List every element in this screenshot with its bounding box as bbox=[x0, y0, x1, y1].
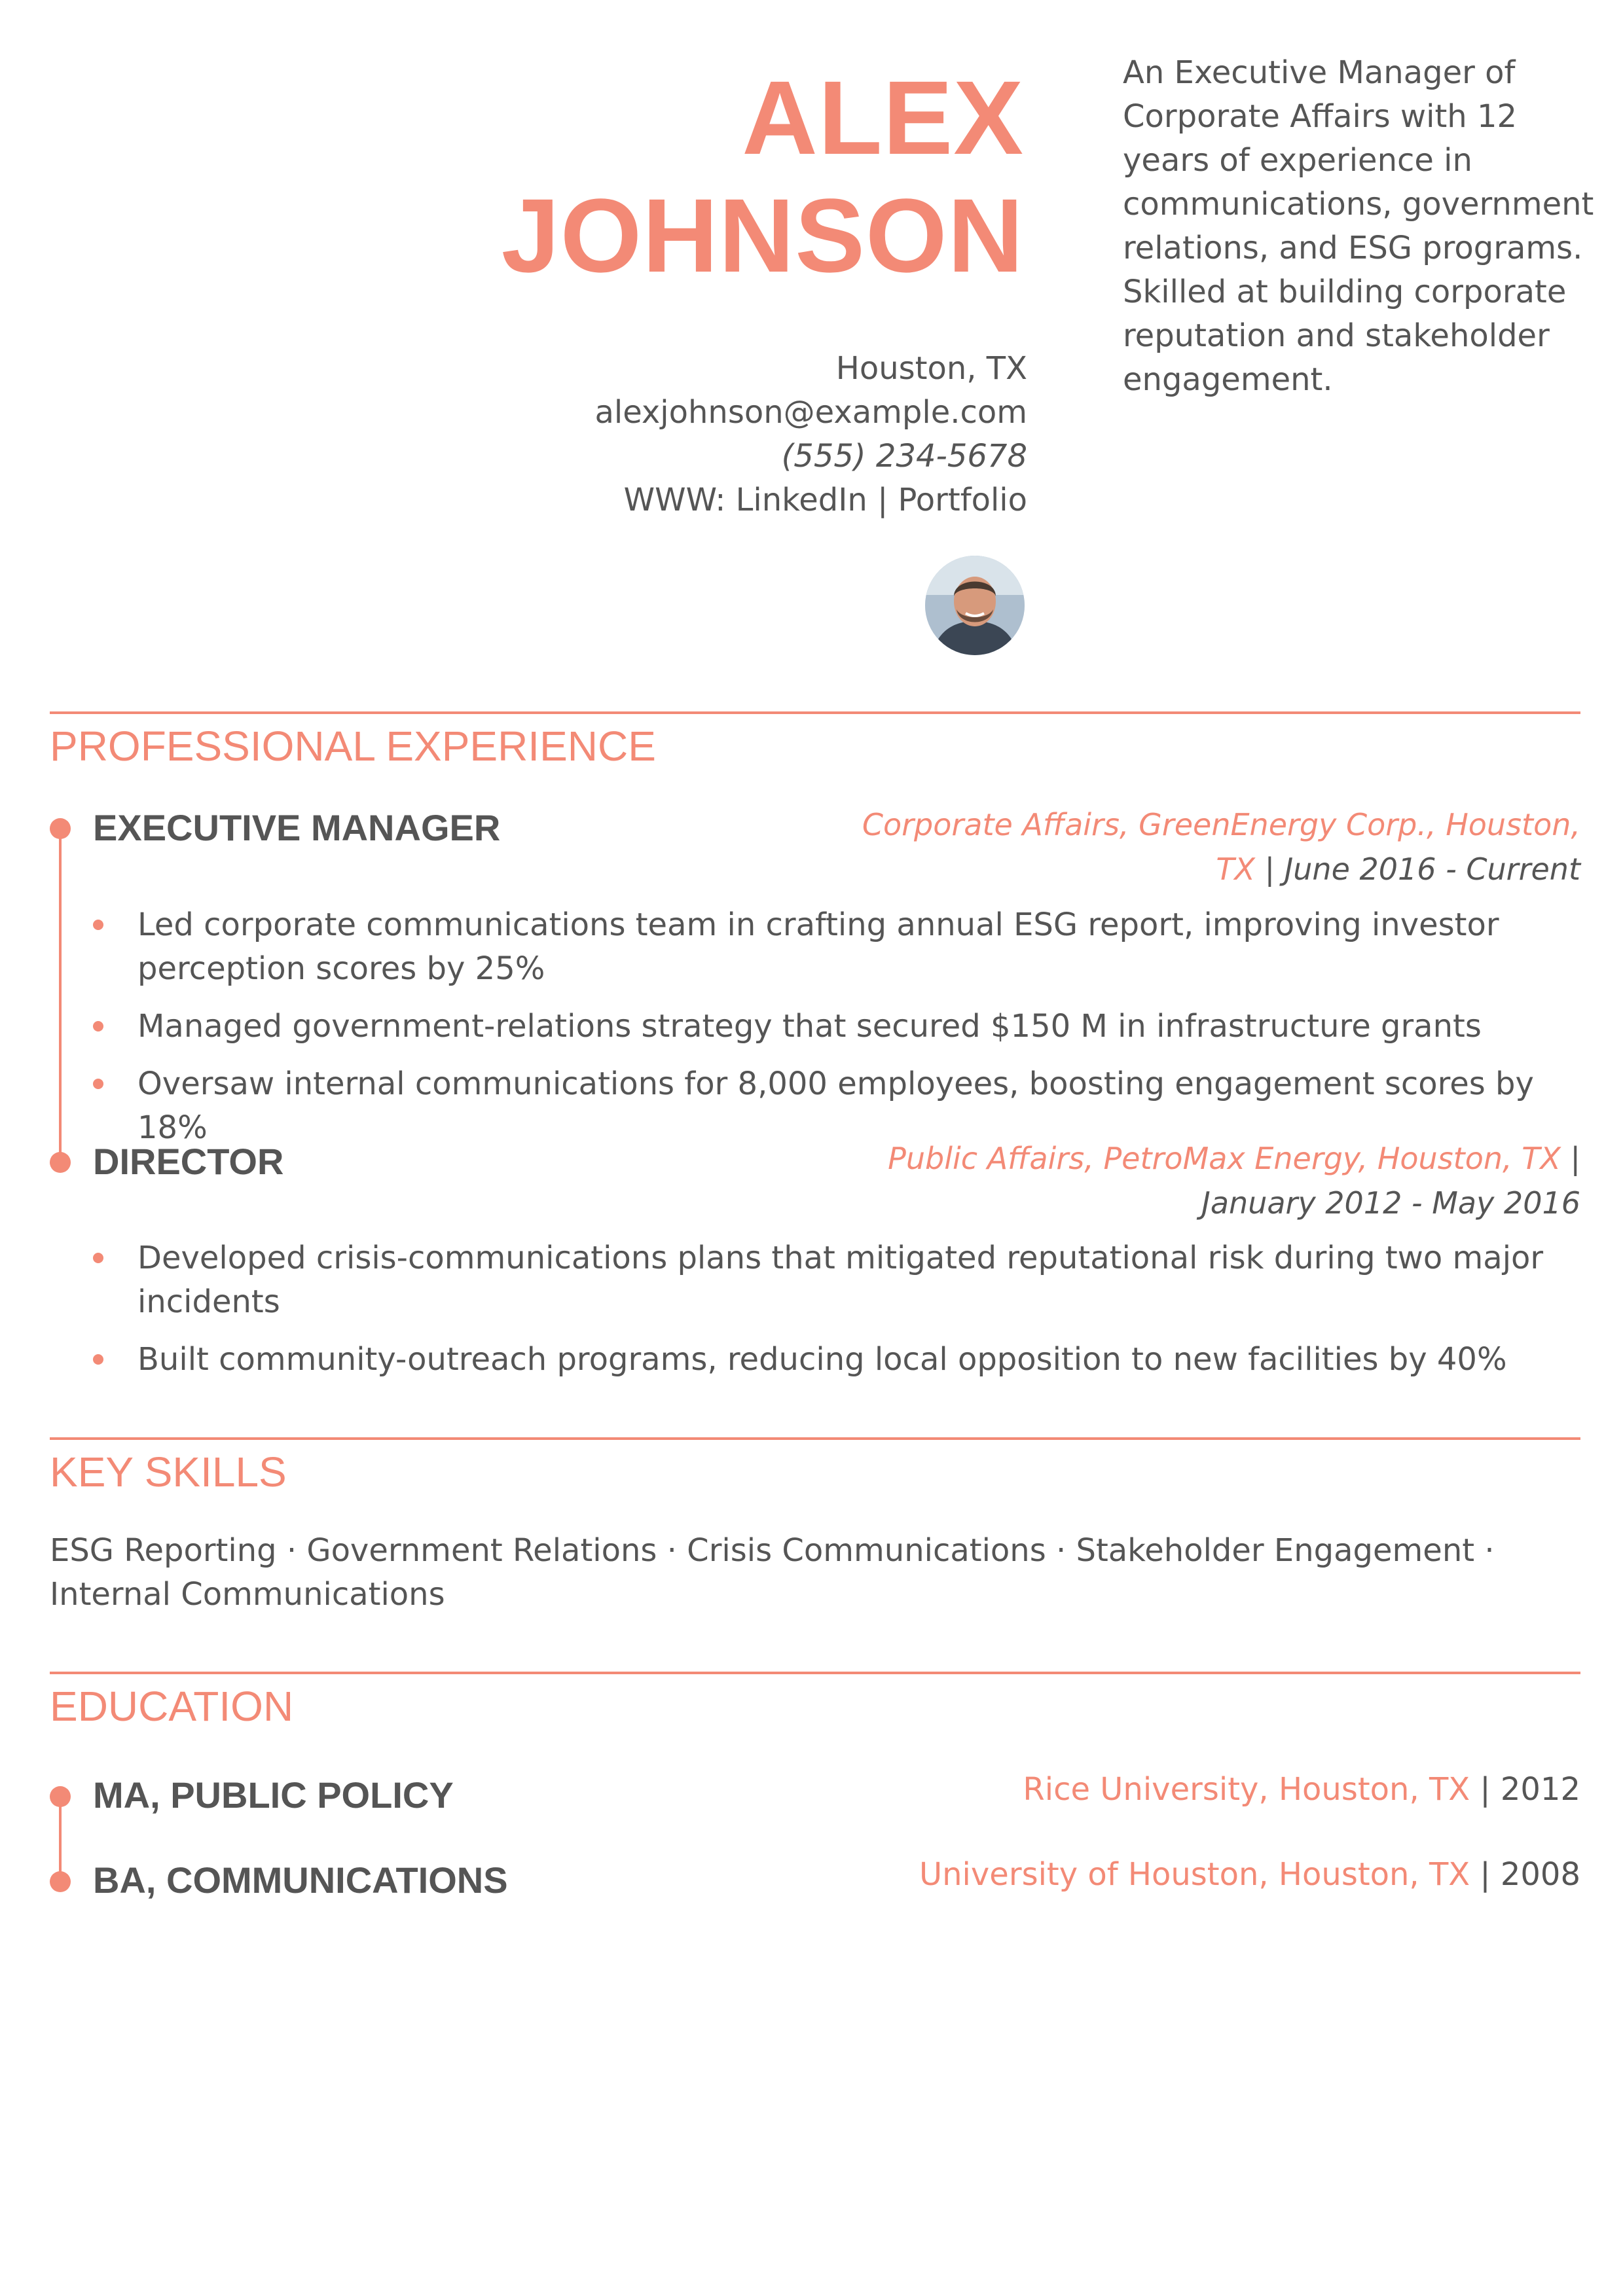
job-bullets bbox=[93, 903, 1580, 1164]
meta-separator: | bbox=[1254, 852, 1285, 887]
education-meta bbox=[919, 1856, 1580, 1893]
list-item bbox=[93, 1005, 1580, 1049]
bullet-text: Led corporate communications team in crafting annual ESG report, improving investor perception scores by 25% bbox=[137, 906, 1499, 987]
bullet-icon bbox=[93, 1354, 103, 1365]
section-title-skills: KEY SKILLS bbox=[50, 1448, 287, 1496]
graduation-year: 2008 bbox=[1500, 1856, 1580, 1893]
section-title-experience: PROFESSIONAL EXPERIENCE bbox=[50, 723, 656, 770]
section-title-education: EDUCATION bbox=[50, 1683, 294, 1730]
bullet-text: Oversaw internal communications for 8,000 employees, boosting engagement scores by 18% bbox=[137, 1066, 1534, 1146]
timeline-dot bbox=[50, 1871, 71, 1892]
email[interactable]: alexjohnson@example.com bbox=[594, 394, 1027, 431]
meta-separator: | bbox=[1470, 1856, 1501, 1893]
links-separator: | bbox=[867, 482, 898, 518]
meta-separator: | bbox=[1470, 1771, 1501, 1808]
linkedin-link[interactable]: LinkedIn bbox=[735, 482, 867, 518]
bullet-icon bbox=[93, 1021, 103, 1031]
bullet-icon bbox=[93, 1253, 103, 1263]
job-dates: June 2016 - Current bbox=[1284, 852, 1580, 887]
job-bullets bbox=[93, 1236, 1580, 1395]
bullet-icon bbox=[93, 920, 103, 930]
graduation-year: 2012 bbox=[1500, 1771, 1580, 1808]
job-title: DIRECTOR bbox=[93, 1141, 284, 1182]
section-divider bbox=[50, 1437, 1580, 1440]
job-title: EXECUTIVE MANAGER bbox=[93, 807, 501, 848]
job-meta bbox=[888, 1136, 1580, 1225]
timeline-dot bbox=[50, 1152, 71, 1173]
job-organization: Public Affairs, PetroMax Energy, Houston, TX bbox=[888, 1141, 1561, 1176]
candidate-name bbox=[501, 59, 1024, 295]
profile-summary: An Executive Manager of Corporate Affairs with 12 years of experience in communications, government relations, and ESG programs. Skilled at building corporate reputation and stakeholder engagement. bbox=[1123, 54, 1594, 398]
degree-title: BA, COMMUNICATIONS bbox=[93, 1859, 508, 1901]
phone: (555) 234-5678 bbox=[781, 438, 1027, 475]
web-links bbox=[594, 478, 1027, 522]
job-organization: Corporate Affairs, GreenEnergy Corp., Houston, bbox=[862, 807, 1580, 842]
skills-list: ESG Reporting · Government Relations · Crisis Communications · Stakeholder Engagement · Internal Communications bbox=[50, 1532, 1495, 1613]
portfolio-link[interactable]: Portfolio bbox=[898, 482, 1027, 518]
section-divider bbox=[50, 711, 1580, 714]
avatar bbox=[925, 556, 1025, 655]
job-dates: January 2012 - May 2016 bbox=[1201, 1185, 1580, 1221]
bullet-text: Managed government-relations strategy that secured $150 M in infrastructure grants bbox=[137, 1008, 1482, 1045]
school-name: Rice University, Houston, TX bbox=[1023, 1771, 1470, 1808]
degree-title: MA, PUBLIC POLICY bbox=[93, 1774, 454, 1816]
education-meta bbox=[1023, 1771, 1580, 1808]
section-divider bbox=[50, 1672, 1580, 1674]
list-item bbox=[93, 1338, 1580, 1382]
links-prefix: WWW: bbox=[623, 482, 736, 518]
school-name: University of Houston, Houston, TX bbox=[919, 1856, 1470, 1893]
contact-block bbox=[594, 347, 1027, 522]
avatar-photo bbox=[925, 556, 1025, 655]
meta-separator: | bbox=[1560, 1141, 1580, 1176]
education-timeline bbox=[59, 1797, 62, 1882]
timeline-dot bbox=[50, 818, 71, 839]
bullet-icon bbox=[93, 1079, 103, 1089]
list-item bbox=[93, 1236, 1580, 1324]
first-name: ALEX bbox=[742, 59, 1024, 176]
experience-timeline bbox=[59, 829, 62, 1162]
timeline-dot bbox=[50, 1786, 71, 1807]
last-name: JOHNSON bbox=[501, 177, 1024, 294]
location: Houston, TX bbox=[835, 350, 1027, 387]
job-meta bbox=[862, 802, 1580, 891]
bullet-text: Built community-outreach programs, reducing local opposition to new facilities by 40% bbox=[137, 1341, 1507, 1378]
job-organization-cont: TX bbox=[1216, 852, 1255, 887]
list-item bbox=[93, 903, 1580, 991]
bullet-text: Developed crisis-communications plans that mitigated reputational risk during two major incidents bbox=[137, 1240, 1544, 1320]
